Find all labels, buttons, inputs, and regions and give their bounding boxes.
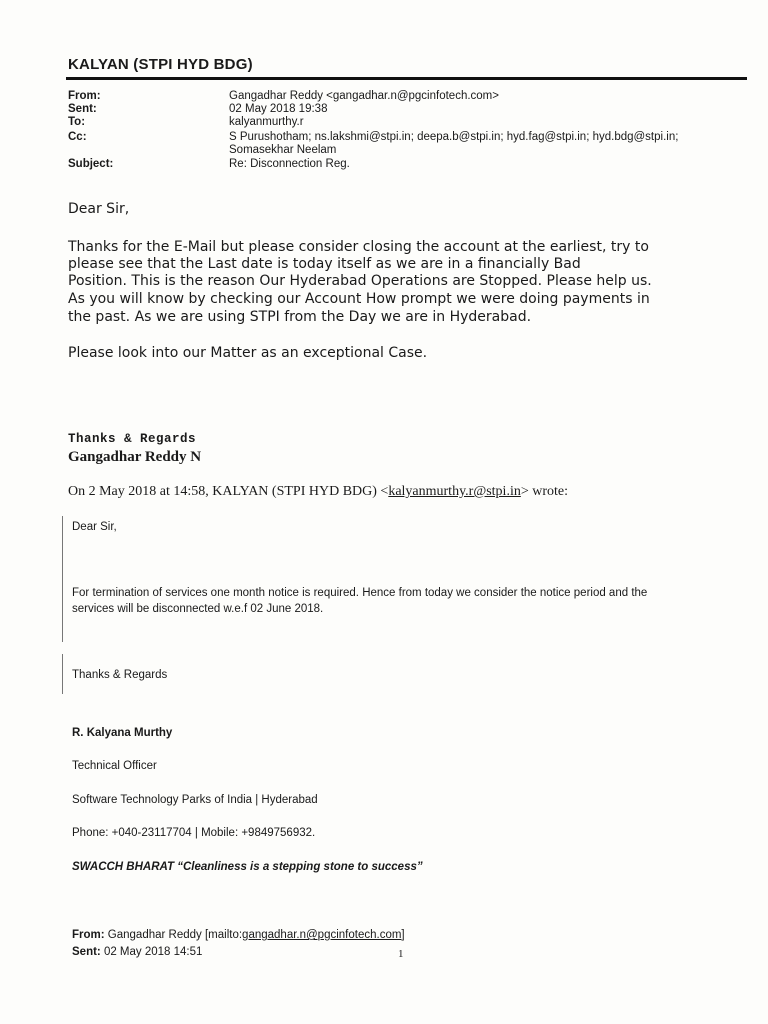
quoted-intro xyxy=(68,484,568,500)
quoted-phone: Phone: +040-23117704 | Mobile: +9849756932. xyxy=(72,827,316,839)
body-line: please see that the Last date is today itself as we are in a financially Bad xyxy=(68,256,581,272)
header-rule xyxy=(66,77,747,80)
quoted-intro-email-link[interactable]: kalyanmurthy.r@stpi.in xyxy=(388,484,521,499)
email-owner-title: KALYAN (STPI HYD BDG) xyxy=(68,56,253,73)
quoted-intro-prefix: On 2 May 2018 at 14:58, KALYAN (STPI HYD BDG) < xyxy=(68,484,389,499)
quoted-thanks: Thanks & Regards xyxy=(72,669,168,681)
cc-value-line2: Somasekhar Neelam xyxy=(229,144,337,156)
to-label: To: xyxy=(68,116,86,128)
from-label: From: xyxy=(68,90,101,102)
quoted-from-prefix: Gangadhar Reddy [mailto: xyxy=(104,929,243,941)
cc-value-line1: S Purushotham; ns.lakshmi@stpi.in; deepa.b@stpi.in; hyd.fag@stpi.in; hyd.bdg@stpi.in; xyxy=(229,131,679,143)
quoted-line: services will be disconnected w.e.f 02 June 2018. xyxy=(72,603,324,615)
body-closing: Please look into our Matter as an exceptional Case. xyxy=(68,345,428,361)
quoted-organization: Software Technology Parks of India | Hyderabad xyxy=(72,794,318,806)
cc-label: Cc: xyxy=(68,131,87,143)
quoted-sent xyxy=(72,944,202,960)
to-value: kalyanmurthy.r xyxy=(229,116,304,128)
sent-value: 02 May 2018 19:38 xyxy=(229,103,328,115)
signature-name: Gangadhar Reddy N xyxy=(68,449,202,465)
quoted-greeting: Dear Sir, xyxy=(72,521,117,533)
quoted-intro-suffix: > wrote: xyxy=(520,484,569,499)
quoted-sender-name: R. Kalyana Murthy xyxy=(72,727,173,739)
subject-label: Subject: xyxy=(68,158,114,170)
quoted-from-suffix: ] xyxy=(401,929,405,941)
quoted-sent-value: 02 May 2018 14:51 xyxy=(100,946,203,958)
quoted-from-label: From: xyxy=(72,929,105,941)
quoted-from-email-link[interactable]: gangadhar.n@pgcinfotech.com xyxy=(242,929,402,941)
subject-value: Re: Disconnection Reg. xyxy=(229,158,350,170)
quoted-from xyxy=(72,927,405,943)
page-number: 1 xyxy=(398,948,404,960)
quote-bar xyxy=(62,516,63,642)
body-line: Position. This is the reason Our Hyderabad Operations are Stopped. Please help us. xyxy=(68,273,652,289)
body-line: the past. As we are using STPI from the Day we are in Hyderabad. xyxy=(68,309,532,325)
from-value: Gangadhar Reddy <gangadhar.n@pgcinfotech.com> xyxy=(229,90,499,102)
quoted-slogan: SWACCH BHARAT “Cleanliness is a stepping stone to success” xyxy=(72,861,423,873)
body-greeting: Dear Sir, xyxy=(68,201,130,217)
signature-thanks: Thanks & Regards xyxy=(68,432,197,446)
sent-label: Sent: xyxy=(68,103,97,115)
quoted-line: For termination of services one month notice is required. Hence from today we consider the notice period and the xyxy=(72,587,648,599)
quoted-sender-title: Technical Officer xyxy=(72,760,157,772)
body-line: As you will know by checking our Account How prompt we were doing payments in xyxy=(68,291,650,307)
quote-bar xyxy=(62,654,63,694)
body-line: Thanks for the E-Mail but please consider closing the account at the earliest, try to xyxy=(68,239,649,255)
quoted-sent-label: Sent: xyxy=(72,946,101,958)
